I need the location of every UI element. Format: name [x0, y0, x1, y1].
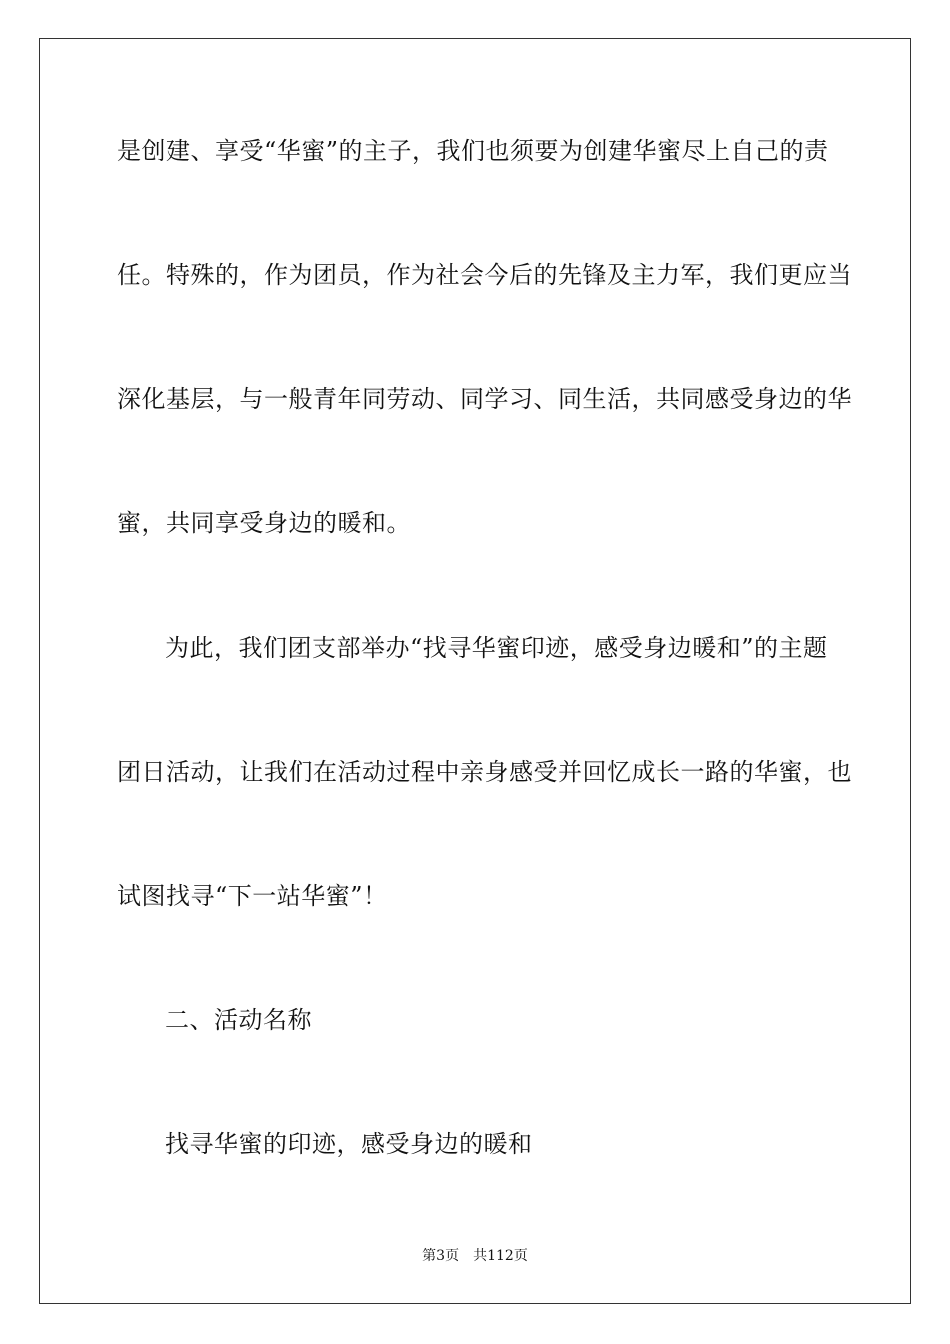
section-heading: 二、活动名称	[165, 1006, 312, 1034]
paragraph-line: 是创建、享受“华蜜”的主子，我们也须要为创建华蜜尽上自己的责	[117, 137, 829, 165]
page-total: 共112页	[473, 1248, 528, 1264]
paragraph-line: 试图找寻“下一站华蜜”！	[117, 882, 388, 910]
paragraph-line: 为此，我们团支部举办“找寻华蜜印迹，感受身边暖和”的主题	[165, 634, 828, 662]
paragraph-line: 深化基层，与一般青年同劳动、同学习、同生活，共同感受身边的华	[117, 385, 852, 413]
page-border	[39, 38, 911, 1304]
paragraph-line: 蜜，共同享受身边的暖和。	[117, 509, 411, 537]
page-footer	[0, 1247, 950, 1265]
paragraph-line: 找寻华蜜的印迹，感受身边的暖和	[165, 1130, 533, 1158]
paragraph-line: 任。特殊的，作为团员，作为社会今后的先锋及主力军，我们更应当	[117, 261, 852, 289]
paragraph-line: 团日活动，让我们在活动过程中亲身感受并回忆成长一路的华蜜，也	[117, 758, 852, 786]
page-number: 第3页	[422, 1248, 460, 1264]
